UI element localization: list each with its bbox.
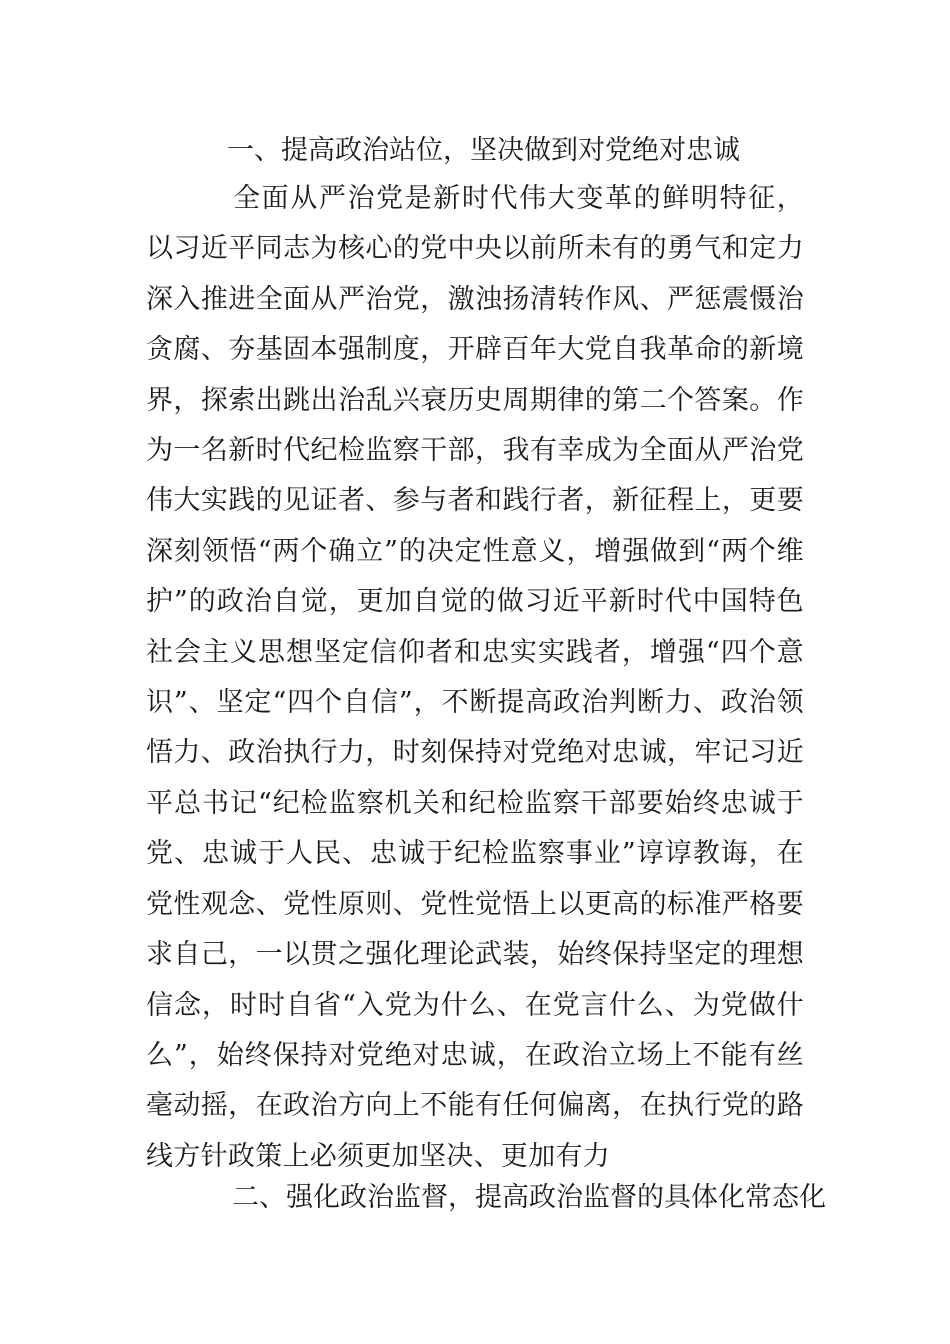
section-1-heading: 一、提高政治站位，坚决做到对党绝对忠诚 — [227, 135, 740, 166]
section-1-paragraph: 全面从严治党是新时代伟大变革的鲜明特征，以习近平同志为核心的党中央以前所未有的勇气和定力深入推进全面从严治党，激浊扬清转作风、严惩震慑治贪腐、夯基固本强制度，开辟百年大党自我革命的新境界，探索出跳出治乱兴衰历史周期律的第二个答案。作为一名新时代纪检监察干部，我有幸成为全面从严治党伟大实践的见证者、参与者和践行者，新征程上，更要深刻领悟“两个确立”的决定性意义，增强做到“两个维护”的政治自觉，更加自觉的做习近平新时代中国特色社会主义思想坚定信仰者和忠实实践者，增强“四个意识”、坚定“四个自信”，不断提高政治判断力、政治领悟力、政治执行力，时刻保持对党绝对忠诚，牢记习近平总书记“纪检监察机关和纪检监察干部要始终忠诚于党、忠诚于人民、忠诚于纪检监察事业”谆谆教诲，在党性观念、党性原则、党性觉悟上以更高的标准严格要求自己，一以贯之强化理论武装，始终保持坚定的理想信念，时时自省“入党为什么、在党言什么、为党做什么”，始终保持对党绝对忠诚，在政治立场上不能有丝毫动摇，在政治方向上不能有任何偏离，在执行党的路线方针政策上必须更加坚决、更加有力 — [146, 183, 804, 1172]
section-2-heading: 二、强化政治监督，提高政治监督的具体化常态化 — [232, 1182, 826, 1213]
